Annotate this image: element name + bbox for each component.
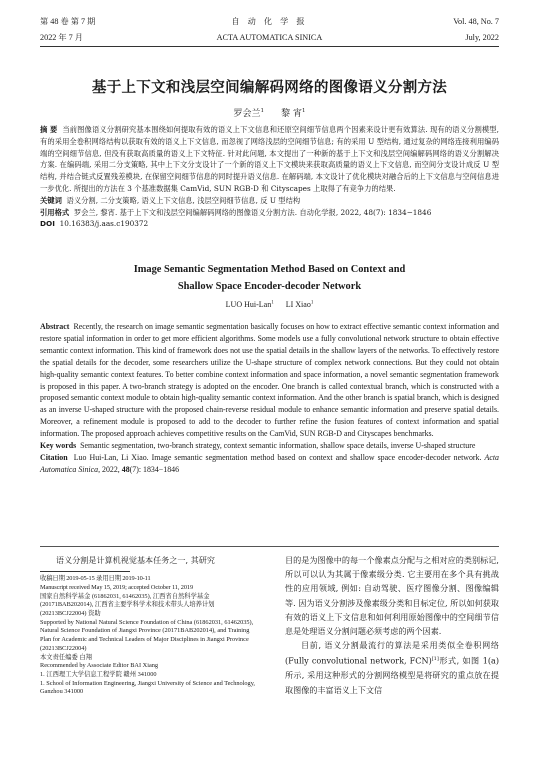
title-en-line: Image Semantic Segmentation Method Based on Context and xyxy=(133,264,406,275)
issue-month: July, 2022 xyxy=(465,33,499,42)
keywords-label: Key words xyxy=(40,441,77,451)
body-paragraph: 语义分割是计算机视觉基本任务之一, 其研究 xyxy=(56,555,215,565)
citation-en xyxy=(40,452,499,476)
footnote: Supported by National Natural Science Foundation of China (61862031, 61462035), Natural Science Foundation of Jiangxi Province (20171BAB202014), and Training Plan for Academic and Technical Leaders of Major Disciplines in Jiangxi Province (20213BCJ22004) xyxy=(40,618,254,652)
abstract-text: Recently, the research on image semantic segmentation basically focuses on how to extract effective semantic context information and restore spatial information in order to get more efficient algorithms. Some models use a fully convolutional network structure to obtain effective semantic context information. This kind of framework does not use the spatial details in the shallow layers of the networks. To effectively restore the spatial details for the decoder, some researchers utilize the U-shape structure of complex network connections. But they could not obtain high-quality semantic context features. To better combine context information and space information, a novel semantic segmentation framework is proposed in this paper. A two-branch strategy is adopted on the encoder. One branch is called contextual branch, which is constructed with a proposed semantic context module to obtain high-quality semantic context information. And the other branch is spatial branch, which is designed as an inverse U-shaped structure with the proposed chain-reverse residual module to enhance semantic information and preserve spatial details. Moreover, a refinement module is proposed to add to the decoder to further refine the fusion features of context information and spatial information. The proposed approach achieves competitive results on the CamVid, SUN RGB-D and Cityscapes benchmarks. xyxy=(40,322,500,439)
paper-title-cn: 基于上下文和浅层空间编解码网络的图像语义分割方法 xyxy=(91,80,448,96)
header-rule xyxy=(40,46,499,47)
affiliation-mark: 1 xyxy=(271,300,274,306)
affiliation-mark: 1 xyxy=(310,300,314,306)
author-name: LI Xiao xyxy=(285,300,311,309)
journal-name-en: ACTA AUTOMATICA SINICA xyxy=(216,33,323,42)
abstract-cn xyxy=(40,124,499,230)
keywords-text: 语义分割, 二分支策略, 语义上下文信息, 浅层空间细节信息, 反 U 型结构 xyxy=(66,195,301,205)
keywords-cn xyxy=(40,195,499,207)
affiliation-mark: 1 xyxy=(260,108,264,114)
citation-text: Luo Hui-Lan, Li Xiao. Image semantic segmentation method based on context and shallow space encoder-decoder network. xyxy=(73,452,482,462)
journal-name-cn: 自 动 化 学 报 xyxy=(231,17,308,26)
citation-label: Citation xyxy=(40,452,68,462)
running-header xyxy=(40,14,499,46)
footnote: 1. School of Information Engineering, Jiangxi University of Science and Technology, Ganzhou 341000 xyxy=(40,679,256,696)
issue-label: 第 48 卷 第 7 期 xyxy=(40,17,96,26)
body-paragraph xyxy=(285,638,499,697)
reference-mark[interactable]: [1] xyxy=(431,656,439,663)
footnote: 本文责任编委 白翔 xyxy=(40,653,92,661)
abstract-text: 当前图像语义分割研究基本围绕如何提取有效的语义上下文信息和还原空间细节信息两个因素来设计更有效算法. 现有的语义分割模型, 有的采用全卷积网络结构以获取有效的语义上下文信息, 而忽视了网络浅层的空间细节信息; 有的采用 U 型结构, 通过复杂的网络连接利用编码端的空间细节信息, 但没有获取高质量的语义上下文特征. 针对此问题, 本文提出了一种新的基于上下文和浅层空间编解码网络的语义分割解决方案. 在编码端, 采用二分支策略, 其中上下文分支设计了一个新的语义上下文模块来获取高质量的语义上下文信息, 而空间分支设计成反 U 型结构, 并结合链式反置残差模块, 在保留空间细节信息的同时提升语义信息. 在解码端, 本文设计了优化模块对融合后的上下文信息与空间信息进一步优化. 所提出的方法在 3 个基准数据集 CamVid, SUN RGB-D 和 Cityscapes 上取得了有竞争力的结果. xyxy=(40,125,499,193)
doi-label: DOI xyxy=(40,219,55,229)
citation-label: 引用格式 xyxy=(40,207,70,217)
citation-journal: Acta Automatica Sinica xyxy=(40,452,499,474)
keywords-en xyxy=(40,440,499,452)
keywords-text: Semantic segmentation, two-branch strategy, context semantic information, shallow space details, inverse U-shaped structure xyxy=(80,441,476,451)
paper-title-en xyxy=(0,261,539,295)
footnote: 1. 江西理工大学信息工程学院 赣州 341000 xyxy=(40,670,157,678)
abstract-en-body xyxy=(40,321,499,440)
citation-year: , 2022, xyxy=(98,464,120,474)
affiliation-mark: 1 xyxy=(302,108,306,114)
citation-cn xyxy=(40,207,499,219)
body-text: 形式, 如图 1(a) 所示, 采用这种形式的分割网络模型是将研究的重点放在提取图像的丰富语义上下文信 xyxy=(285,656,499,695)
body-paragraph: 目的是为图像中的每一个像素点分配与之相对应的类别标记, 所以可以认为其属于像素级分类. 它主要用在多个具有挑战性的应用领域, 例如: 自动驾驶、医疗图像分割、图像编辑等. 因为语义分割涉及像素级分类和目标定位, 所以如何获取有效的语义上下文信息和如何利用原始图像中的空间细节信息是处理语义分割问题必须考虑的两个因素. xyxy=(285,555,499,637)
footnote: 收稿日期 2019-05-15 录用日期 2019-10-11 xyxy=(40,575,151,583)
left-column xyxy=(40,553,260,697)
authors-en xyxy=(0,300,539,309)
author-name: 罗会兰 xyxy=(233,109,261,119)
doi-line xyxy=(40,218,499,230)
doi-link[interactable]: 10.16383/j.aas.c190372 xyxy=(59,219,149,229)
citation-text: 罗会兰, 黎宵. 基于上下文和浅层空间编解码网络的图像语义分割方法. 自动化学报, 2022, 48(7): 1834−1846 xyxy=(73,207,432,217)
citation-pages: (7): 1834−1846 xyxy=(129,464,180,474)
volume-label: Vol. 48, No. 7 xyxy=(453,17,499,26)
authors-cn xyxy=(0,106,539,119)
author-name: LUO Hui-Lan xyxy=(225,300,272,309)
body-text: 目前, 语义分割最流行的算法是采用类似全卷积网络 (Fully convolutional network, FCN) xyxy=(285,640,499,667)
footnote-rule xyxy=(40,571,130,572)
keywords-label: 关键词 xyxy=(40,195,62,205)
header-right xyxy=(453,14,499,46)
section-divider xyxy=(40,546,499,547)
abstract-en xyxy=(40,321,499,476)
citation-volume: 48 xyxy=(121,464,130,474)
issue-date: 2022 年 7 月 xyxy=(40,33,83,42)
title-en-line: Shallow Space Encoder-decoder Network xyxy=(177,281,362,292)
header-center xyxy=(40,14,499,46)
abstract-cn-body xyxy=(40,124,499,195)
author-name: 黎 宵 xyxy=(281,109,303,119)
footnote: Manuscript received May 15, 2019; accepted October 11, 2019 xyxy=(40,583,193,591)
abstract-label: Abstract xyxy=(40,322,70,331)
right-column xyxy=(285,553,499,697)
footnote: 国家自然科学基金 (61862031, 61462035), 江西省自然科学基金 (20171BAB202014), 江西省主要学科学术和技术带头人培养计划 (20213BCJ22004) 资助 xyxy=(40,592,215,618)
footnote: Recommended by Associate Editor BAI Xiang xyxy=(40,662,159,670)
abstract-label: 摘 要 xyxy=(40,125,58,134)
